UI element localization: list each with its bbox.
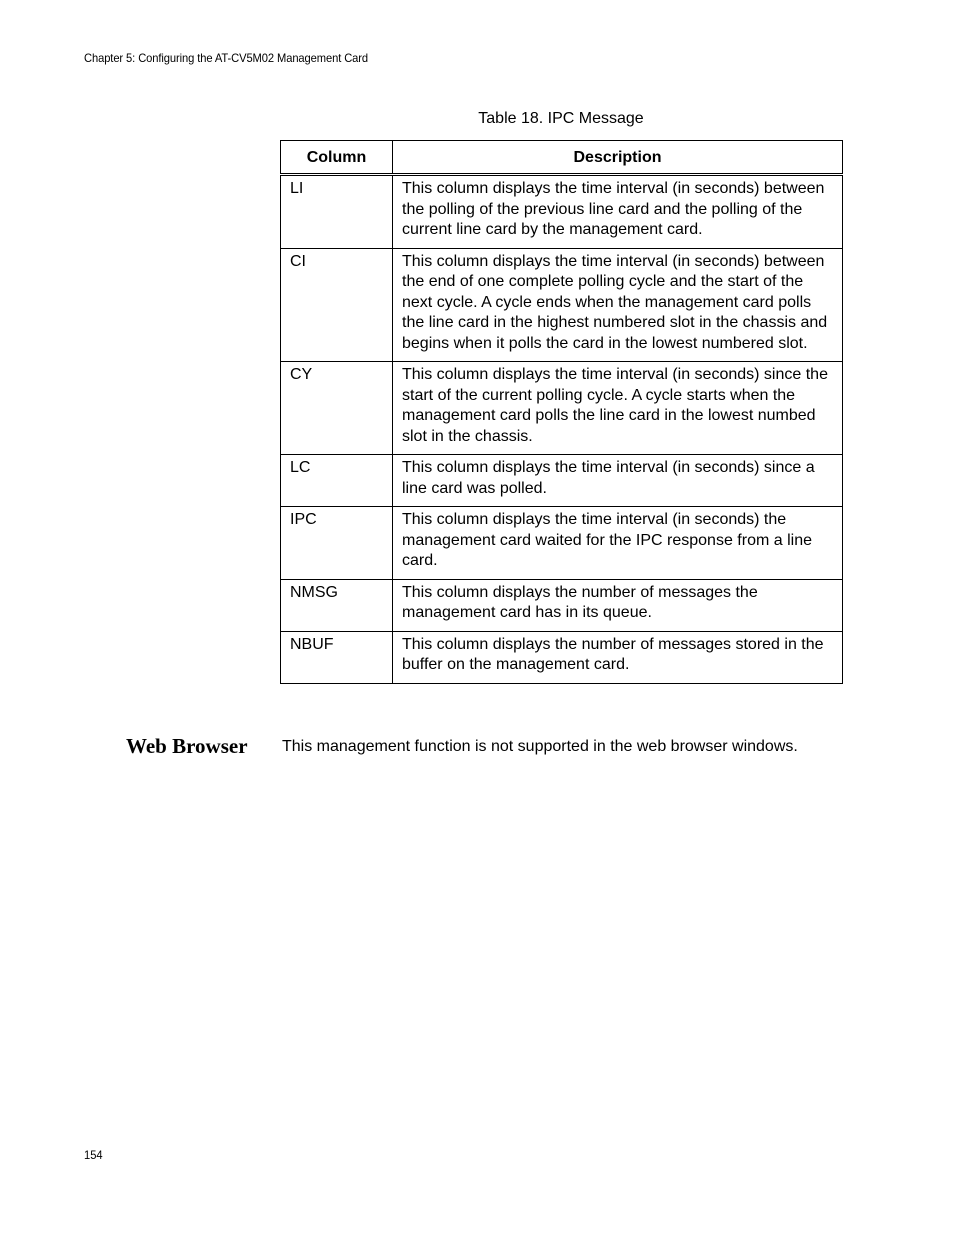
row-column-name: NBUF <box>281 631 393 683</box>
page-number: 154 <box>84 1148 103 1162</box>
row-column-name: CI <box>281 248 393 362</box>
section-heading: Web Browser <box>126 734 248 758</box>
running-header: Chapter 5: Configuring the AT-CV5M02 Management Card <box>84 51 369 65</box>
table-row <box>281 362 843 455</box>
column-header-column: Column <box>281 141 393 175</box>
row-description: This column displays the time interval (in seconds) between the polling of the previous line card and the polling of the current line card by the management card. <box>393 175 843 249</box>
table-row <box>281 248 843 362</box>
table-caption: Table 18. IPC Message <box>478 110 644 127</box>
row-column-name: NMSG <box>281 579 393 631</box>
section-body-text: This management function is not supported in the web browser windows. <box>282 738 798 755</box>
row-description: This column displays the number of messages stored in the buffer on the management card. <box>393 631 843 683</box>
row-column-name: LI <box>281 175 393 249</box>
table-row <box>281 579 843 631</box>
row-description: This column displays the time interval (in seconds) since the start of the current polling cycle. A cycle starts when the management card polls the line card in the lowest numbed slot in the chassis. <box>393 362 843 455</box>
row-description: This column displays the time interval (in seconds) since a line card was polled. <box>393 455 843 507</box>
row-column-name: CY <box>281 362 393 455</box>
row-description: This column displays the time interval (in seconds) between the end of one complete polling cycle and the start of the next cycle. A cycle ends when the management card polls the line card in the highest numbered slot in the chassis and begins when it polls the card in the lowest numbered slot. <box>393 248 843 362</box>
table-header-row <box>281 141 843 175</box>
row-column-name: LC <box>281 455 393 507</box>
table-row <box>281 631 843 683</box>
table-row <box>281 175 843 249</box>
table-row <box>281 507 843 580</box>
table-row <box>281 455 843 507</box>
column-header-description: Description <box>393 141 843 175</box>
ipc-message-table <box>280 140 843 684</box>
row-description: This column displays the time interval (in seconds) the management card waited for the IPC response from a line card. <box>393 507 843 580</box>
row-column-name: IPC <box>281 507 393 580</box>
row-description: This column displays the number of messages the management card has in its queue. <box>393 579 843 631</box>
